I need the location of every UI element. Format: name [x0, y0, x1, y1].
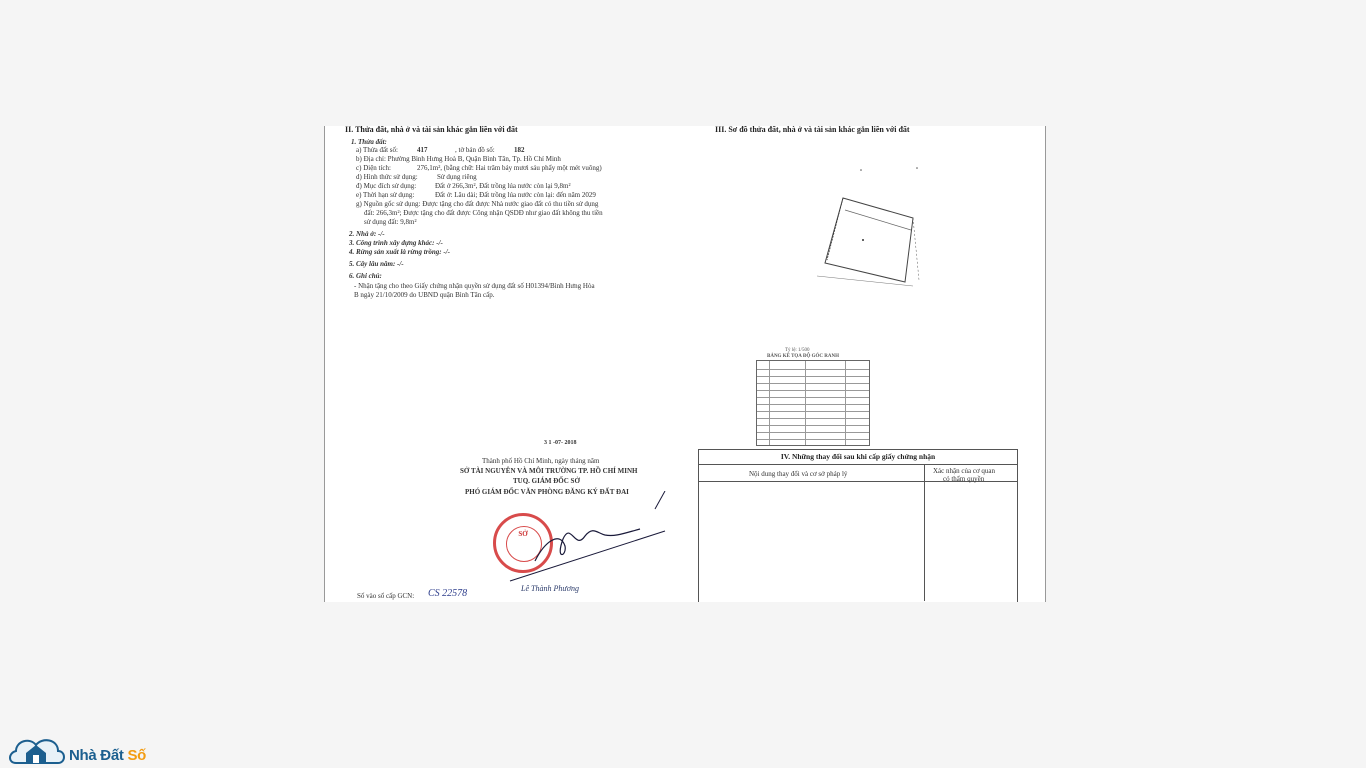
- site-logo[interactable]: [8, 733, 158, 767]
- house-cloud-icon: [8, 733, 68, 767]
- changes-col2-header-2: có thẩm quyền: [943, 475, 985, 483]
- section4-title: IV. Những thay đổi sau khi cấp giấy chứng nhận: [699, 450, 1017, 465]
- term-value: Đất ở: Lâu dài; Đất trồng lúa nước còn lại: đến năm 2029: [435, 191, 596, 199]
- parcel-plot-diagram: [805, 148, 945, 288]
- house-line: 2. Nhà ở: -/-: [349, 230, 385, 238]
- area-value: 276,1m², (bằng chữ: Hai trăm bảy mươi sáu phẩy một mét vuông): [417, 164, 602, 172]
- logo-text-accent: Số: [127, 747, 147, 764]
- changes-col1-header: Nội dung thay đổi và cơ sở pháp lý: [749, 470, 848, 478]
- usage-form-value: Sử dụng riêng: [437, 173, 477, 181]
- section2-title: II. Thửa đất, nhà ở và tài sản khác gắn liền với đất: [345, 126, 518, 134]
- changes-table: [698, 449, 1018, 602]
- section3-title: III. Sơ đồ thửa đất, nhà ở và tài sản khác gắn liền với đất: [715, 126, 910, 134]
- note-line-2: B ngày 21/10/2009 do UBND quận Bình Tân cấp.: [354, 291, 495, 299]
- city-date-line: Thành phố Hồ Chí Minh, ngày tháng năm: [482, 457, 600, 465]
- notes-heading: 6. Ghi chú:: [349, 272, 382, 280]
- logo-text: [69, 747, 146, 764]
- trees-line: 5. Cây lâu năm: -/-: [349, 260, 404, 268]
- purpose-label: đ) Mục đích sử dụng:: [356, 182, 417, 190]
- logo-text-main: Nhà Đất: [69, 747, 128, 764]
- handwritten-date: 3 1 -07- 2018: [544, 440, 577, 446]
- purpose-value: Đất ở 266,3m², Đất trồng lúa nước còn lại 9,8m²: [435, 182, 571, 190]
- cert-number-value: CS 22578: [428, 588, 468, 599]
- note-line-1: - Nhận tặng cho theo Giấy chứng nhận quyền sử dụng đất số H01394/Bình Hưng Hòa: [354, 282, 595, 290]
- coord-table-title: BẢNG KÊ TỌA ĐỘ GÓC RANH: [767, 354, 839, 359]
- parcel-number-value: 417: [417, 146, 428, 154]
- map-sheet-label: , tờ bản đồ số:: [455, 146, 495, 154]
- address-line: b) Địa chỉ: Phường Bình Hưng Hoà B, Quận Bình Tân, Tp. Hồ Chí Minh: [356, 155, 561, 163]
- origin-line-1: g) Nguồn gốc sử dụng: Được tặng cho đất được Nhà nước giao đất có thu tiền sử dụng: [356, 200, 599, 208]
- seal-text: SỞ: [518, 530, 528, 538]
- land-heading: 1. Thửa đất:: [351, 138, 387, 146]
- area-label: c) Diện tích:: [356, 164, 391, 172]
- tuq-line: TUQ. GIÁM ĐỐC SỞ: [513, 477, 580, 485]
- construction-line: 3. Công trình xây dựng khác: -/-: [349, 239, 443, 247]
- scale-label: Tỷ lệ: 1/500: [785, 348, 810, 353]
- signer-name: Lê Thành Phương: [521, 584, 579, 593]
- coordinate-table: [756, 360, 870, 446]
- term-label: e) Thời hạn sử dụng:: [356, 191, 415, 199]
- certificate-image: [324, 126, 1046, 602]
- org-name: SỞ TÀI NGUYÊN VÀ MÔI TRƯỜNG TP. HỒ CHÍ MINH: [460, 467, 638, 475]
- office-title: PHÓ GIÁM ĐỐC VĂN PHÒNG ĐĂNG KÝ ĐẤT ĐAI: [465, 488, 629, 496]
- usage-form-label: d) Hình thức sử dụng:: [356, 173, 418, 181]
- parcel-number-label: a) Thửa đất số:: [356, 146, 398, 154]
- origin-line-2: đất: 266,3m²; Được tặng cho đất được Công nhận QSDĐ như giao đất không thu tiền: [364, 209, 603, 217]
- origin-line-3: sử dụng đất: 9,8m²: [364, 218, 417, 226]
- map-sheet-value: 182: [514, 146, 525, 154]
- changes-col2-header-1: Xác nhận của cơ quan: [933, 467, 996, 475]
- forest-line: 4. Rừng sản xuất là rừng trồng: -/-: [349, 248, 450, 256]
- signature-stroke: [505, 491, 675, 586]
- cert-number-label: Số vào sổ cấp GCN:: [357, 592, 415, 600]
